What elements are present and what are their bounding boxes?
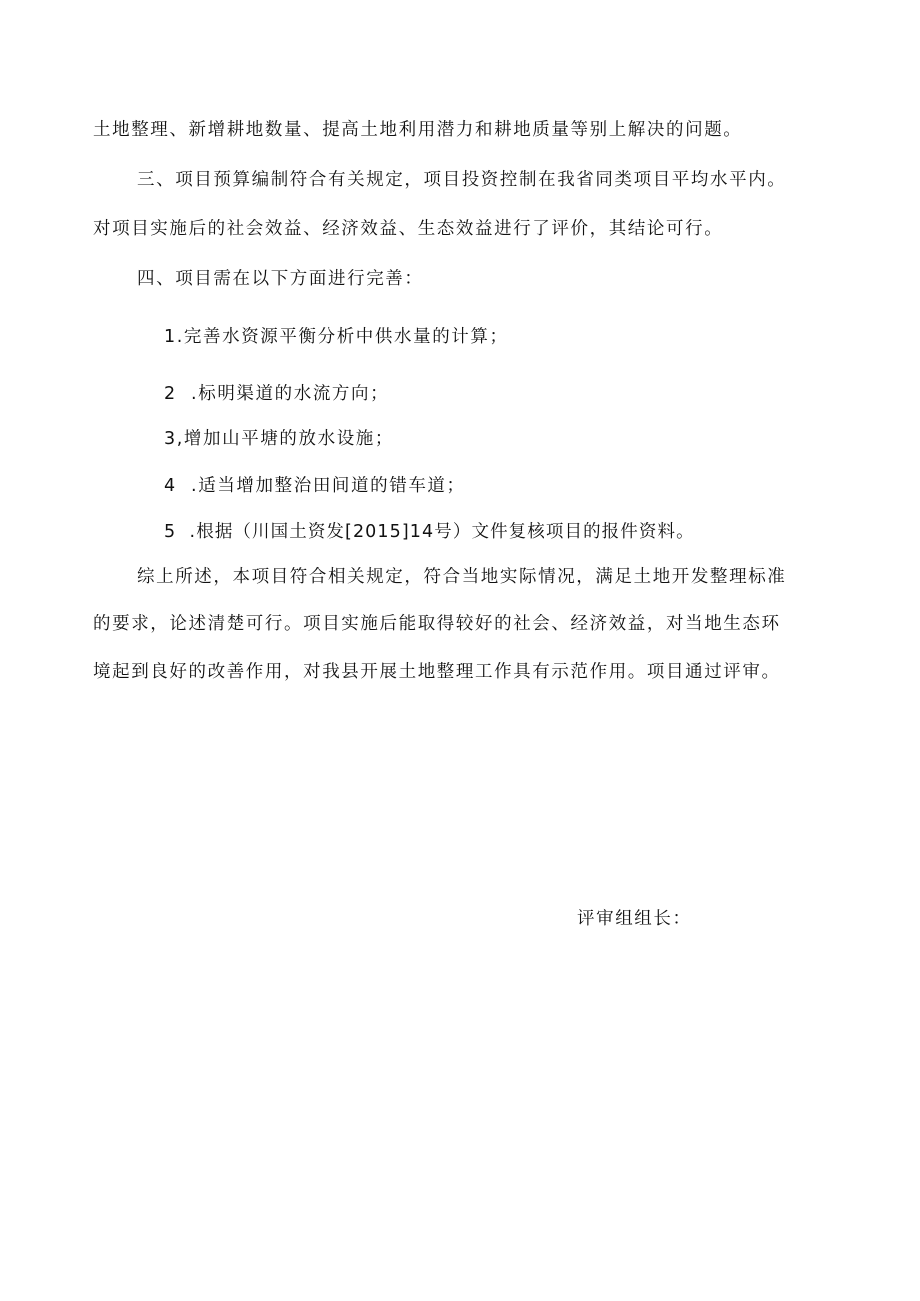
paragraph-line: 土地整理、新增耕地数量、提高土地利用潜力和耕地质量等别上解决的问题。 <box>93 120 743 140</box>
section-heading: 四、项目需在以下方面进行完善： <box>137 269 424 289</box>
conclusion-line: 综上所述，本项目符合相关规定，符合当地实际情况，满足土地开发整理标准 <box>137 567 787 587</box>
list-item: 2 .标明渠道的水流方向； <box>164 384 390 404</box>
conclusion-line: 的要求，论述清楚可行。项目实施后能取得较好的社会、经济效益，对当地生态环 <box>93 614 781 634</box>
list-item: 4 .适当增加整治田间道的错车道； <box>164 476 466 496</box>
list-item: 5 .根据（川国土资发[2015]14号）文件复核项目的报件资料。 <box>164 522 695 542</box>
list-item: 1.完善水资源平衡分析中供水量的计算； <box>164 327 509 347</box>
list-item: 3,增加山平塘的放水设施； <box>164 429 394 449</box>
signature-label: 评审组组长： <box>577 909 692 929</box>
paragraph-line: 对项目实施后的社会效益、经济效益、生态效益进行了评价，其结论可行。 <box>93 219 724 239</box>
paragraph-line: 三、项目预算编制符合有关规定，项目投资控制在我省同类项目平均水平内。 <box>137 170 787 190</box>
conclusion-line: 境起到良好的改善作用，对我县开展土地整理工作具有示范作用。项目通过评审。 <box>93 662 781 682</box>
